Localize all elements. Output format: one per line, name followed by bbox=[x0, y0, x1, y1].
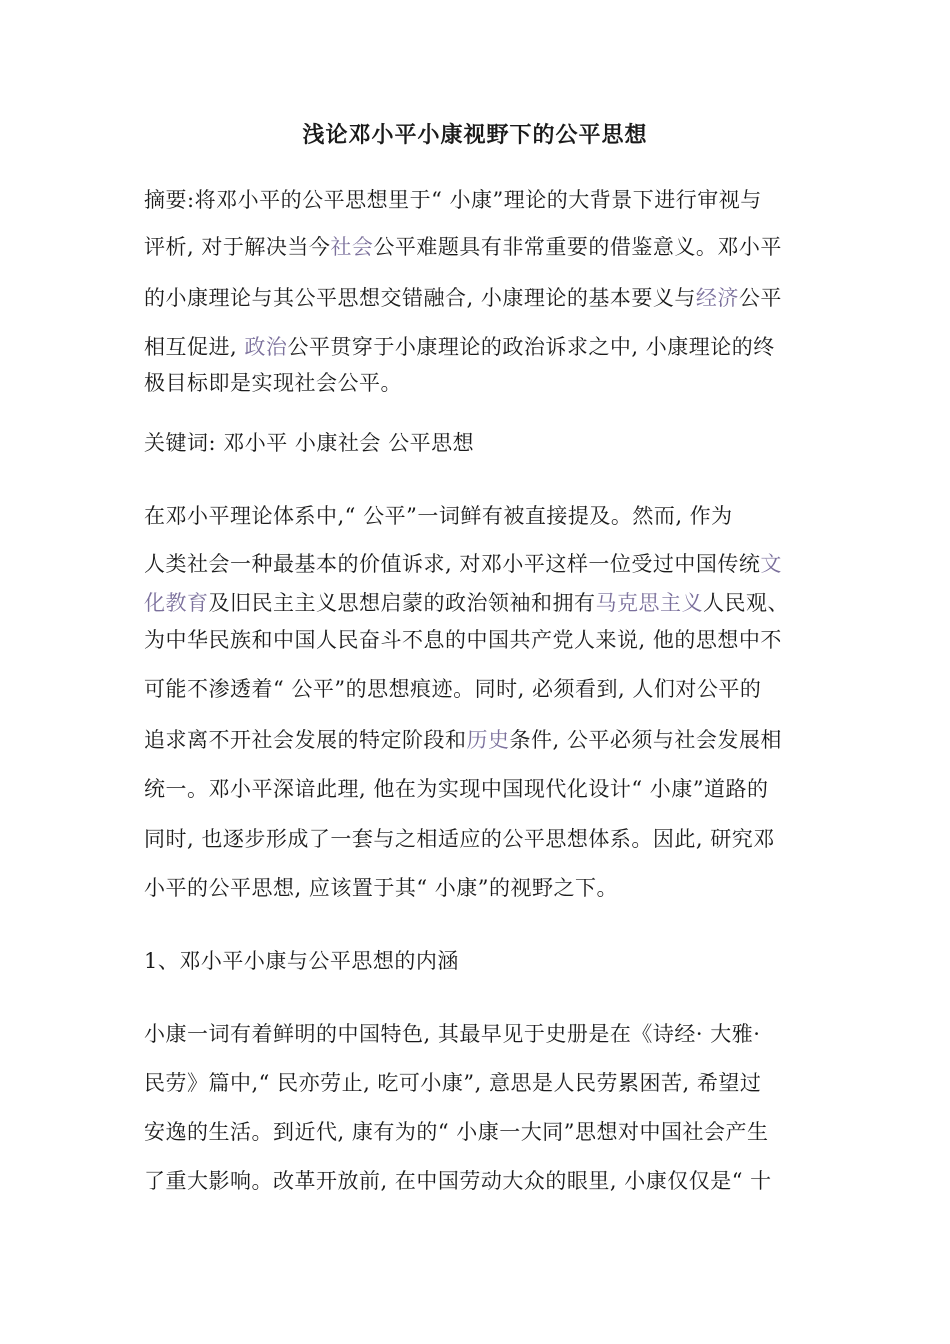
section-heading bbox=[144, 947, 459, 975]
text-segment: 统一。邓小平深谙此理, 他在为实现中国现代化设计“ 小康”道路的 bbox=[144, 777, 769, 801]
body-line-2 bbox=[144, 550, 782, 578]
body-line-3 bbox=[144, 589, 789, 617]
text-segment: 极目标即是实现社会公平。 bbox=[144, 371, 402, 395]
text-segment: 相互促进, bbox=[144, 335, 245, 359]
text-segment: 在邓小平理论体系中,“ 公平”一词鲜有被直接提及。然而, 作为 bbox=[144, 504, 733, 528]
abstract-line-5 bbox=[144, 369, 402, 397]
body-line-12 bbox=[144, 1118, 769, 1146]
text-segment: 民劳》篇中,“ 民亦劳止, 吃可小康”, 意思是人民劳累困苦, 希望过 bbox=[144, 1071, 762, 1095]
text-segment: 人民观、 bbox=[703, 591, 789, 615]
text-segment: 公平 bbox=[738, 286, 782, 310]
text-segment: 公平贯穿于小康理论的政治诉求之中, 小康理论的终 bbox=[287, 335, 775, 359]
link-jingji[interactable]: 经济 bbox=[695, 286, 739, 310]
text-segment: 小平的公平思想, 应该置于其“ 小康”的视野之下。 bbox=[144, 876, 618, 900]
body-line-6 bbox=[144, 726, 782, 754]
text-segment: 1、邓小平小康与公平思想的内涵 bbox=[144, 949, 459, 973]
text-segment: 可能不渗透着“ 公平”的思想痕迹。同时, 必须看到, 人们对公平的 bbox=[144, 677, 762, 701]
text-segment: 及旧民主主义思想启蒙的政治领袖和拥有 bbox=[208, 591, 596, 615]
link-zhengzhi[interactable]: 政治 bbox=[244, 335, 288, 359]
text-segment: 为中华民族和中国人民奋斗不息的中国共产党人来说, 他的思想中不 bbox=[144, 628, 782, 652]
text-segment: 同时, 也逐步形成了一套与之相适应的公平思想体系。因此, 研究邓 bbox=[144, 827, 775, 851]
text-segment: 评析, 对于解决当今 bbox=[144, 235, 331, 259]
body-line-10 bbox=[144, 1020, 760, 1048]
text-segment: 关键词: 邓小平 小康社会 公平思想 bbox=[144, 431, 475, 455]
abstract-line-4 bbox=[144, 333, 775, 361]
body-line-11 bbox=[144, 1069, 761, 1097]
text-segment: 的小康理论与其公平思想交错融合, 小康理论的基本要义与 bbox=[144, 286, 696, 310]
body-line-9 bbox=[144, 874, 618, 902]
link-lishi[interactable]: 历史 bbox=[466, 728, 510, 752]
body-line-7 bbox=[144, 775, 769, 803]
body-line-13 bbox=[144, 1167, 772, 1195]
keywords-line bbox=[144, 429, 474, 457]
document-title: 浅论邓小平小康视野下的公平思想 bbox=[302, 122, 648, 148]
text-segment: 条件, 公平必须与社会发展相 bbox=[509, 728, 782, 752]
link-shehui[interactable]: 社会 bbox=[330, 235, 374, 259]
text-segment: 摘要:将邓小平的公平思想里于“ 小康”理论的大背景下进行审视与 bbox=[144, 188, 762, 212]
body-line-1 bbox=[144, 502, 733, 530]
link-wenhua-part2[interactable]: 化教育 bbox=[144, 591, 209, 615]
abstract-line-3 bbox=[144, 284, 782, 312]
link-wenhua-part1[interactable]: 文 bbox=[760, 552, 782, 576]
text-segment: 追求离不开社会发展的特定阶段和 bbox=[144, 728, 467, 752]
body-line-4 bbox=[144, 626, 782, 654]
text-segment: 安逸的生活。到近代, 康有为的“ 小康一大同”思想对中国社会产生 bbox=[144, 1120, 769, 1144]
body-line-8 bbox=[144, 825, 775, 853]
abstract-line-2 bbox=[144, 233, 782, 261]
abstract-line-1 bbox=[144, 186, 762, 214]
text-segment: 人类社会一种最基本的价值诉求, 对邓小平这样一位受过中国传统 bbox=[144, 552, 761, 576]
body-line-5 bbox=[144, 675, 761, 703]
text-segment: 了重大影响。改革开放前, 在中国劳动大众的眼里, 小康仅仅是“ 十 bbox=[144, 1169, 772, 1193]
text-segment: 公平难题具有非常重要的借鉴意义。邓小平 bbox=[373, 235, 782, 259]
text-segment: 小康一词有着鲜明的中国特色, 其最早见于史册是在《诗经· 大雅· bbox=[144, 1022, 761, 1046]
link-makesi[interactable]: 马克思主义 bbox=[595, 591, 703, 615]
